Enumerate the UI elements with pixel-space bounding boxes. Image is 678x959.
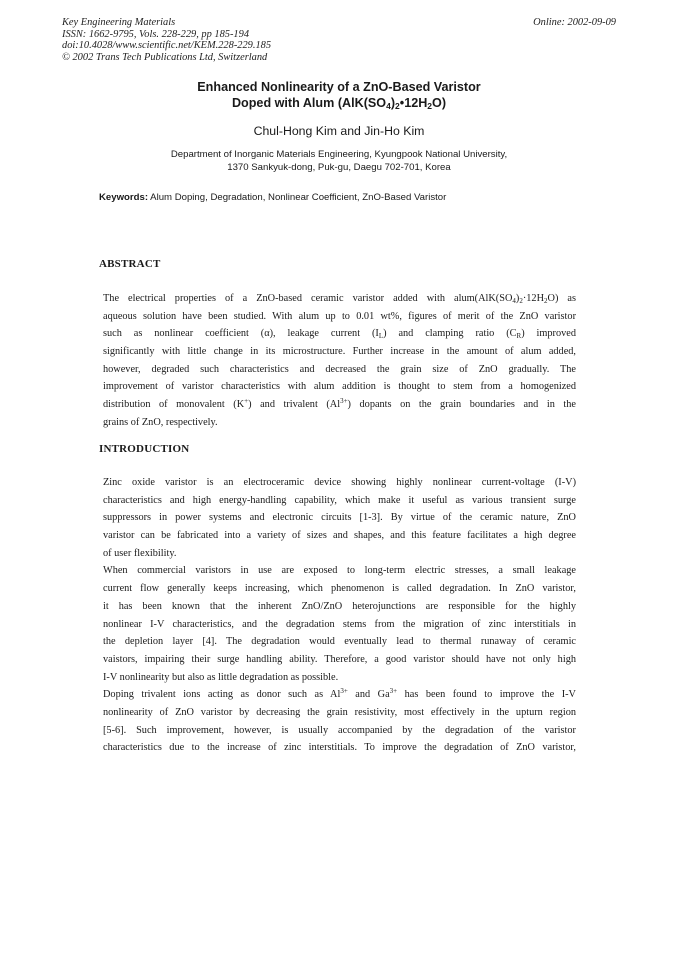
keywords-label: Keywords: bbox=[99, 192, 149, 203]
affiliation bbox=[0, 149, 678, 174]
abstract-line: aqueous solution have been studied. With alum up to 0.01 wt%, figures of merit of the ZnO varistor bbox=[103, 310, 576, 322]
intro-line: vaistors, impairing their surge handling ability. Therefore, a good varistor should have not only high bbox=[103, 653, 576, 665]
intro-line: Zinc oxide varistor is an electroceramic device showing highly nonlinear current-voltage (I-V) bbox=[103, 477, 576, 488]
abstract-line: such as nonlinear coefficient (α), leakage current $(I_L)$ and clamping ratio $(C_R)$ improved bbox=[103, 328, 577, 341]
keywords bbox=[99, 192, 446, 203]
abstract-line: significantly with little change in its microstructure. Further increase in the amount of alum added, bbox=[103, 346, 576, 358]
affiliation-line-2: 1370 Sankyuk-dong, Puk-gu, Daegu 702-701, Korea bbox=[227, 161, 451, 173]
copyright-line: © 2002 Trans Tech Publications Ltd, Switzerland bbox=[62, 51, 268, 63]
issn-line: ISSN: 1662-9795, Vols. 228-229, pp 185-194 bbox=[62, 28, 250, 40]
abstract-line: however, degraded such characteristics and decreased the grain size of ZnO gradually. The bbox=[103, 363, 576, 375]
intro-line: characteristics and high energy-handling capability, which make it useful as various transient surge bbox=[103, 494, 576, 506]
abstract-body bbox=[103, 290, 576, 432]
intro-line: of user flexibility. bbox=[103, 547, 177, 559]
title-line-1: Enhanced Nonlinearity of a ZnO-Based Varistor bbox=[197, 80, 481, 94]
intro-line: When commercial varistors in use are exposed to long-term electric stresses, a small leakage bbox=[103, 565, 576, 577]
intro-line: it has been known that the inherent ZnO/ZnO heterojunctions are responsible for the highly bbox=[103, 600, 576, 612]
intro-line: Doping trivalent ions acting as donor such as $Al^{3+}$ and $Ga^{3+}$ has been found to improve the I-V bbox=[103, 687, 576, 701]
intro-line: nonlinearity of ZnO varistor by decreasing the grain resistivity, most effectively in the upturn region bbox=[103, 706, 576, 718]
abstract-heading: ABSTRACT bbox=[99, 258, 161, 270]
intro-line: nonlinear I-V characteristics, and the degradation stems from the migration of zinc interstitials in bbox=[103, 618, 576, 630]
keywords-text: Alum Doping, Degradation, Nonlinear Coefficient, ZnO-Based Varistor bbox=[148, 192, 447, 203]
journal-name: Key Engineering Materials bbox=[62, 17, 176, 28]
affiliation-line-1: Department of Inorganic Materials Engineering, Kyungpook National University, bbox=[170, 149, 508, 160]
authors: Chul-Hong Kim and Jin-Ho Kim bbox=[253, 124, 425, 138]
abstract-line: improvement of varistor characteristics with alum addition is thought to stem from a homogenized bbox=[103, 381, 576, 393]
intro-line: current flow generally keeps increasing, which phenomenon is called degradation. In ZnO varistor, bbox=[103, 583, 576, 595]
intro-line: varistor can be fabricated into a variety of sizes and shapes, and this feature facilitates a high degree bbox=[103, 530, 576, 542]
intro-line: the depletion layer [4]. The degradation would eventually lead to thermal runaway of ceramic bbox=[103, 636, 576, 648]
paper-title bbox=[0, 80, 678, 111]
intro-line: I-V nonlinearity but also as little degradation as possible. bbox=[103, 671, 339, 683]
introduction-body bbox=[103, 474, 576, 757]
title-line-2: Doped with Alum $(AlK(SO_4)_2•12H_2O)$ bbox=[231, 95, 447, 111]
abstract-line: distribution of monovalent (K+) and trivalent $(Al^{3+})$ dopants on the grain boundaries and in the bbox=[103, 397, 577, 411]
doi-line[interactable]: doi:10.4028/www.scientific.net/KEM.228-229.185 bbox=[62, 40, 272, 51]
intro-line: characteristics due to the increase of zinc interstitials. To improve the degradation of ZnO varistor, bbox=[103, 742, 576, 754]
abstract-line: grains of ZnO, respectively. bbox=[103, 416, 218, 428]
intro-line: suppressors in power systems and electronic circuits [1-3]. By virtue of the ceramic nature, ZnO bbox=[103, 512, 576, 524]
online-date: Online: 2002-09-09 bbox=[533, 17, 616, 28]
journal-info bbox=[62, 17, 271, 63]
intro-line: [5-6]. Such improvement, however, is usually accompanied by the degradation of the varistor bbox=[103, 724, 576, 736]
abstract-line: The electrical properties of a ZnO-based ceramic varistor added with $alum(AlK(SO_4)_2\cdot 12H_2O)$ as bbox=[103, 293, 576, 305]
introduction-heading: INTRODUCTION bbox=[99, 443, 190, 455]
